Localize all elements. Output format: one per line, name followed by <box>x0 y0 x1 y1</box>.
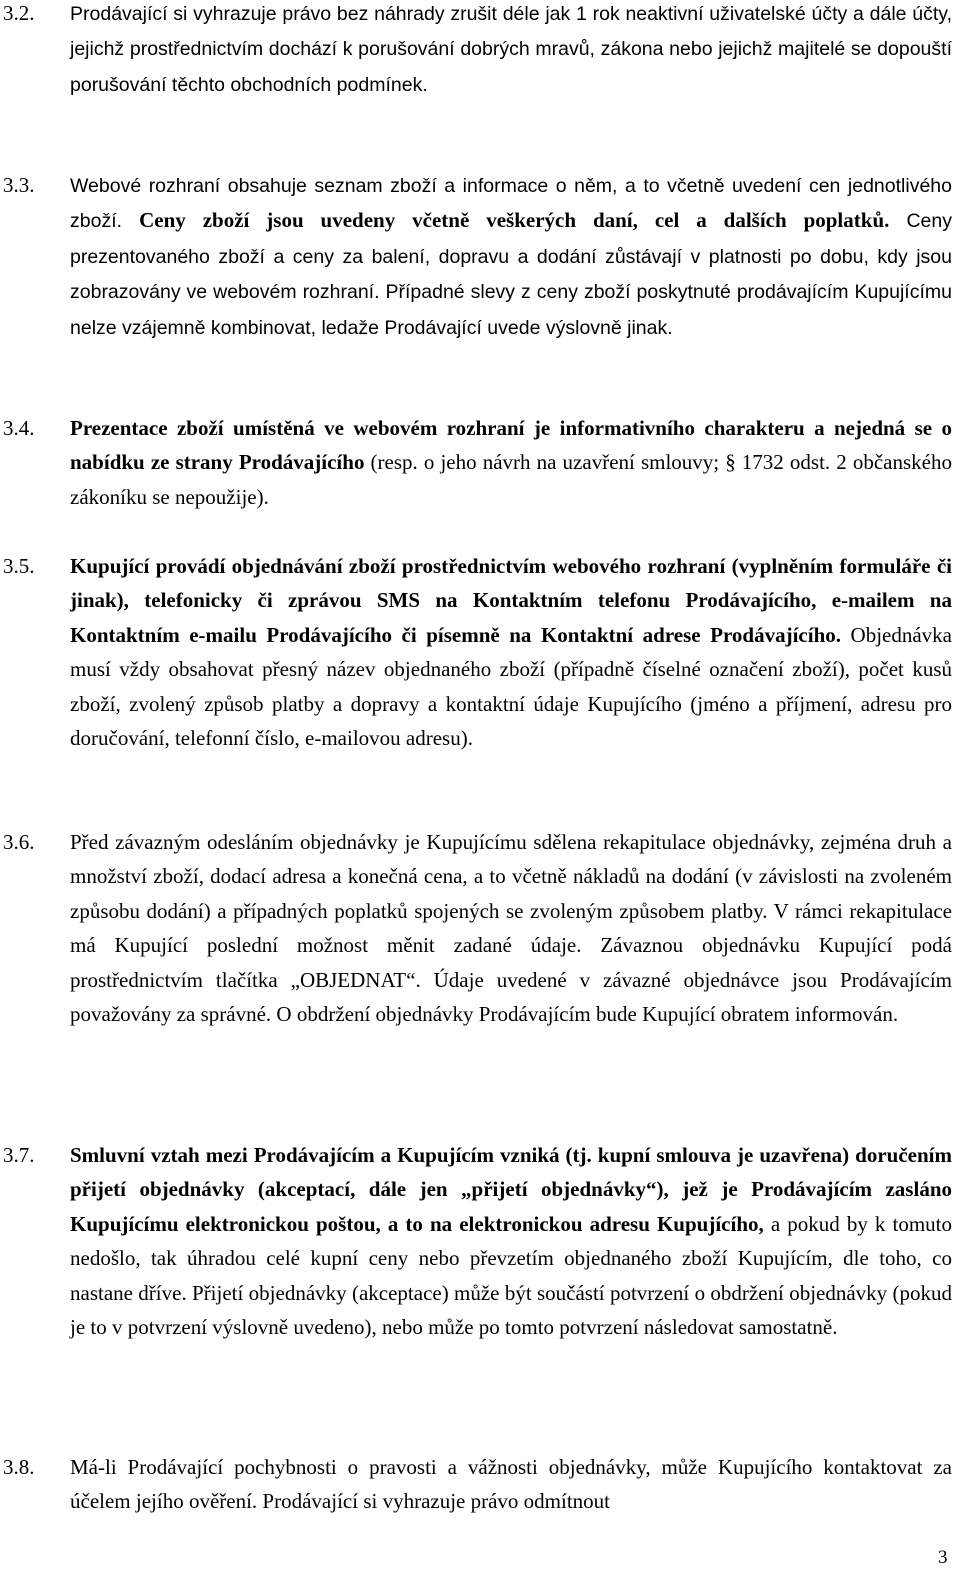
text-run-bold: Smluvní vztah mezi Prodávajícím a Kupujícím vzniká (tj. kupní smlouva je uzavřena) doručením přijetí objednávky (akceptací, dále jen „přijetí objednávky“), jež je Prodávajícím zasláno Kupujícímu elektronickou poštou, a to na elektronickou adresu Kupujícího, <box>70 1143 952 1236</box>
text-run: a pokud by k tomuto nedošlo, tak úhradou celé kupní ceny nebo převzetím objednaného zboží Kupujícím, dle toho, co nastane dříve. Přijetí objednávky (akceptace) může být součástí potvrzení o obdržení objednávky (pokud je to v potvrzení výslovně uvedeno), nebo může po tomto potvrzení následovat samostatně. <box>70 1211 952 1340</box>
clause-number: 3.5. <box>3 554 35 578</box>
text-run: Před závazným odesláním objednávky je Kupujícímu sdělena rekapitulace objednávky, zejména druh a množství zboží, dodací adresa a konečná cena, a to včetně nákladů na dodání (v závislosti na zvoleném způsobu dodání) a případných poplatků spojených se zvoleným způsobem platby. V rámci rekapitulace má Kupující poslední možnost měnit zadané údaje. Závaznou objednávku Kupující podá prostřednictvím tlačítka „OBJEDNAT“. Údaje uvedené v závazné objednávce jsou Prodávajícím považovány za správné. O obdržení objednávky Prodávajícím bude Kupující obratem informován. <box>70 830 952 1027</box>
text-run: Má-li Prodávající pochybnosti o pravosti a vážnosti objednávky, může Kupujícího kontaktovat za účelem jejího ověření. Prodávající si vyhrazuje právo odmítnout <box>70 1455 952 1514</box>
clause-text <box>70 168 952 345</box>
text-run: Prodávající si vyhrazuje právo bez náhrady zrušit déle jak 1 rok neaktivní uživatelské účty a dále účty, jejichž prostřednictvím dochází k porušování dobrých mravů, zákona nebo jejichž majitelé se dopouští porušování těchto obchodních podmínek. <box>70 3 952 96</box>
text-run-bold: Ceny zboží jsou uvedeny včetně veškerých daní, cel a dalších poplatků. <box>139 208 890 233</box>
text-run-bold: Prezentace zboží umístěná ve webovém rozhraní je informativního charakteru a nejedná se o nabídku ze strany Prodávajícího <box>70 416 952 475</box>
text-run: (resp. o jeho návrh na uzavření smlouvy; § 1732 odst. 2 občanského zákoníku se nepoužije). <box>70 450 952 509</box>
clause-text <box>70 1450 952 1519</box>
text-run: Ceny prezentovaného zboží a ceny za balení, dopravu a dodání zůstávají v platnosti po dobu, kdy jsou zobrazovány ve webovém rozhraní. Případné slevy z ceny zboží poskytnuté prodávajícím Kupujícímu nelze vzájemně kombinovat, ledaže Prodávající uvede výslovně jinak. <box>70 210 952 339</box>
clause-text <box>70 411 952 514</box>
page-number: 3 <box>938 1547 948 1568</box>
text-run: Webové rozhraní obsahuje seznam zboží a informace o něm, a to včetně uvedení cen jednotlivého zboží. <box>70 175 952 233</box>
text-run-bold: Kupující provádí objednávání zboží prostřednictvím webového rozhraní (vyplněním formuláře či jinak), telefonicky či zprávou SMS na Kontaktním telefonu Prodávajícího, e-mailem na Kontaktním e-mailu Prodávajícího či písemně na Kontaktní adrese Prodávajícího. <box>70 554 952 647</box>
clause-number: 3.6. <box>3 830 35 854</box>
clause-number: 3.8. <box>3 1455 35 1479</box>
clause-text <box>70 1138 952 1344</box>
clause-number: 3.7. <box>3 1143 35 1167</box>
clause-number: 3.2. <box>3 1 35 25</box>
text-run: Objednávka musí vždy obsahovat přesný název objednaného zboží (případně číselné označení zboží), počet kusů zboží, zvolený způsob platby a dopravy a kontaktní údaje Kupujícího (jméno a příjmení, adresu pro doručování, telefonní číslo, e-mailovou adresu). <box>70 622 952 751</box>
clause-text <box>70 0 952 102</box>
clause-text <box>70 549 952 755</box>
clause-text <box>70 825 952 1031</box>
clause-number: 3.4. <box>3 416 35 440</box>
clause-number: 3.3. <box>3 173 35 197</box>
